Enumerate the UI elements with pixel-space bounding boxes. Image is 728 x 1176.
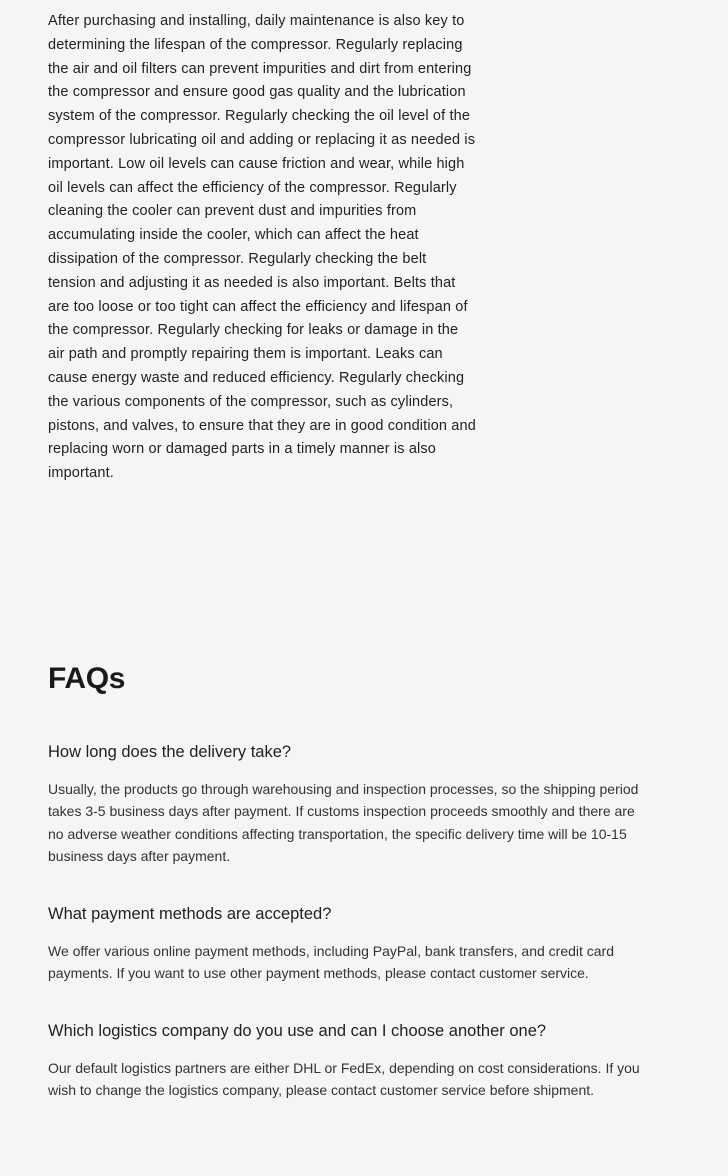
- faq-answer: Usually, the products go through warehousing and inspection processes, so the shipping period takes 3-5 business days after payment. If customs inspection proceeds smoothly and there are no adverse weather conditions affecting transportation, the specific delivery time will be 10-15 business days after payment.: [48, 780, 639, 865]
- faq-item: [48, 902, 680, 985]
- faq-item: [48, 740, 680, 868]
- faq-question: Which logistics company do you use and can I choose another one?: [48, 1021, 547, 1040]
- section-spacer: [0, 486, 728, 662]
- maintenance-section: [0, 0, 728, 486]
- faq-answer: Our default logistics partners are either DHL or FedEx, depending on cost considerations. If you wish to change the logistics company, please contact customer service before shipment.: [48, 1059, 640, 1099]
- faq-heading: FAQs: [48, 661, 126, 695]
- faq-section: [0, 662, 728, 1176]
- maintenance-paragraph: After purchasing and installing, daily maintenance is also key to determining the lifespan of the compressor. Regularly replacing the air and oil filters can prevent impurities and dirt from entering the compressor and ensure good gas quality and the lubrication system of the compressor. Regularly checking the oil level of the compressor lubricating oil and adding or replacing it as needed is important. Low oil levels can cause friction and wear, while high oil levels can affect the efficiency of the compressor. Regularly cleaning the cooler can prevent dust and impurities from accumulating inside the cooler, which can affect the heat dissipation of the compressor. Regularly checking the belt tension and adjusting it as needed is also important. Belts that are too loose or too tight can affect the efficiency and lifespan of the compressor. Regularly checking for leaks or damage in the air path and promptly repairing them is important. Leaks can cause energy waste and reduced efficiency. Regularly checking the various components of the compressor, such as cylinders, pistons, and valves, to ensure that they are in good condition and replacing worn or damaged parts in a timely manner is also important.: [48, 13, 476, 482]
- faq-question: What payment methods are accepted?: [48, 904, 332, 923]
- faq-question: How long does the delivery take?: [48, 742, 292, 761]
- faq-item: [48, 1019, 680, 1102]
- faq-answer: We offer various online payment methods, including PayPal, bank transfers, and credit card payments. If you want to use other payment methods, please contact customer service.: [48, 942, 615, 982]
